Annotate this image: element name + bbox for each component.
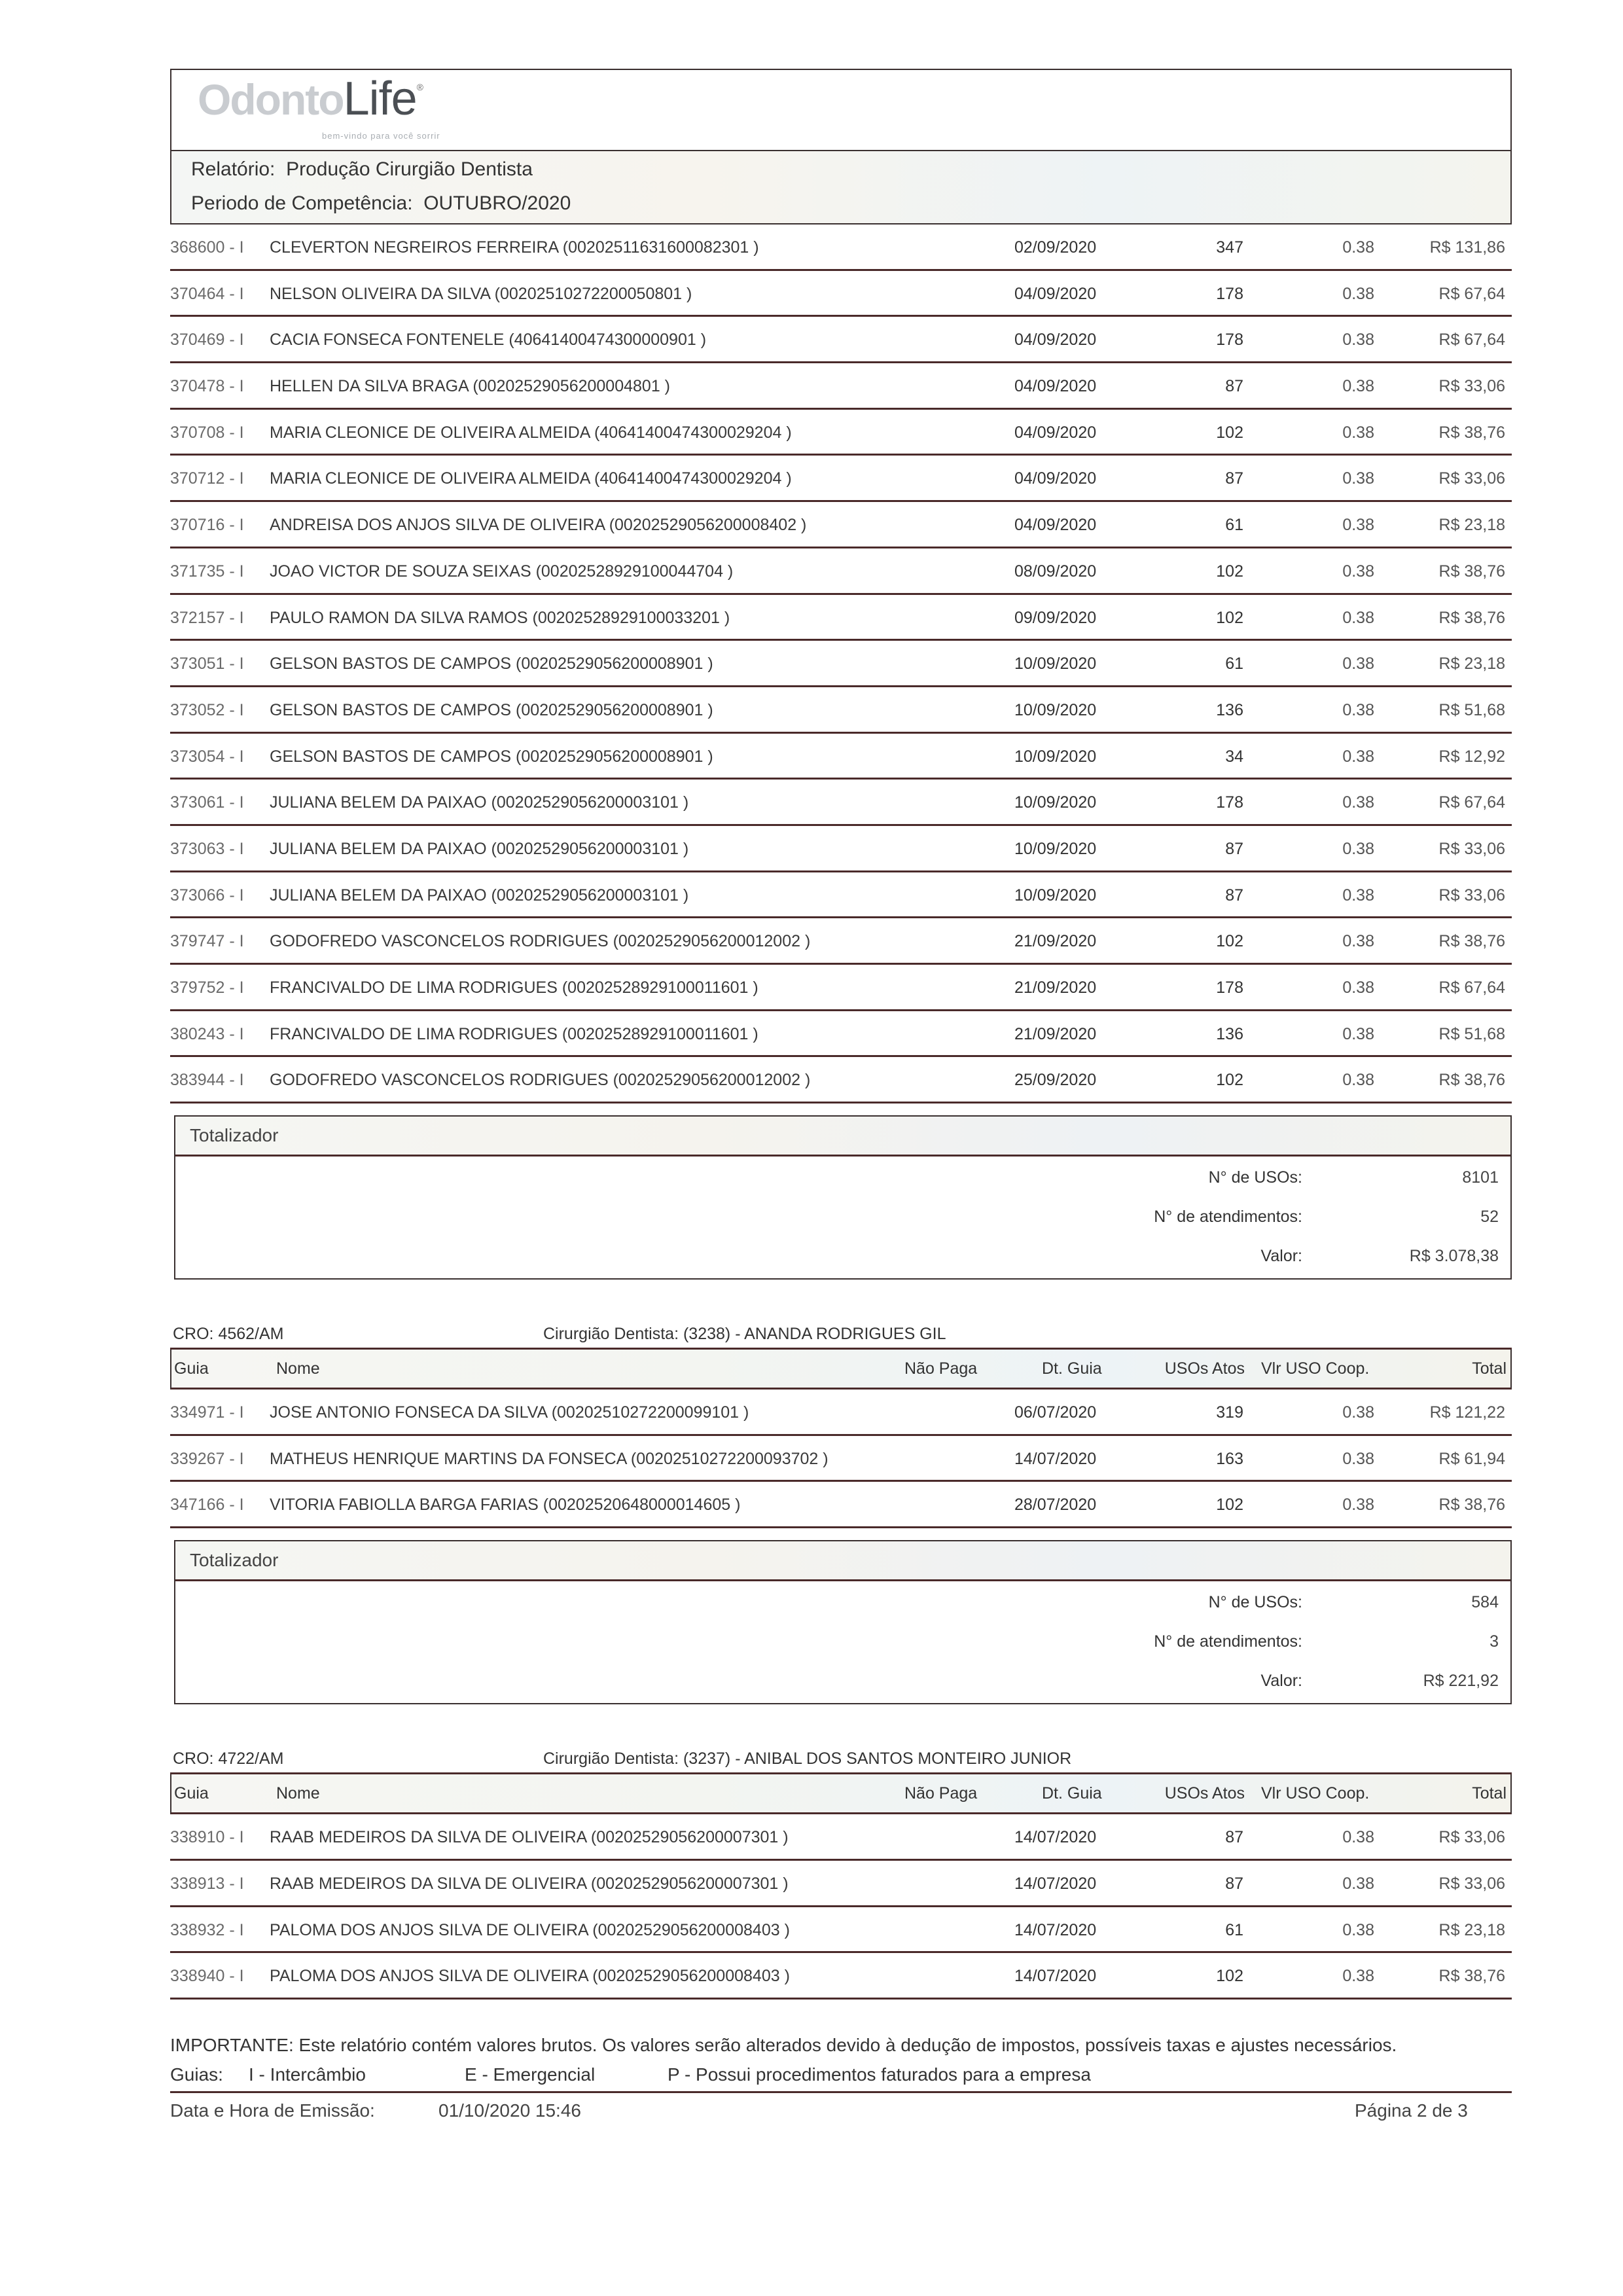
nome-cell: MATHEUS HENRIQUE MARTINS DA FONSECA (00202510272200093702 ) [270,1449,829,1468]
dt-guia-cell: 10/09/2020 [1014,839,1097,858]
table-row [170,780,1512,826]
table-row [170,1907,1512,1954]
col-usos-atos: USOs Atos [1164,1784,1245,1803]
dt-guia-cell: 28/07/2020 [1014,1496,1097,1515]
nome-cell: VITORIA FABIOLLA BARGA FARIAS (00202520648000014605 ) [270,1496,741,1515]
guia-cell: 370716 - I [170,516,244,535]
section2-dentist-line [170,1318,1512,1350]
dt-guia-cell: 04/09/2020 [1014,423,1097,442]
atendimentos-label: N° de atendimentos: [1154,1632,1302,1651]
nome-cell: PALOMA DOS ANJOS SILVA DE OLIVEIRA (00202529056200008403 ) [270,1967,790,1986]
total-cell: R$ 51,68 [1438,1024,1505,1043]
dt-guia-cell: 04/09/2020 [1014,516,1097,535]
table-row [170,734,1512,780]
usos-atos-cell: 102 [1216,608,1243,627]
guia-cell: 338913 - I [170,1874,244,1893]
emission-line [170,2093,1512,2126]
report-label: Relatório: [191,158,276,180]
table-row [170,410,1512,456]
period-label: Periodo de Competência: [191,192,413,214]
nome-cell: PAULO RAMON DA SILVA RAMOS (00202528929100033201 ) [270,608,730,627]
guia-cell: 370469 - I [170,331,244,350]
total-cell: R$ 38,76 [1438,562,1505,581]
nome-cell: GODOFREDO VASCONCELOS RODRIGUES (00202529056200012002 ) [270,1071,811,1090]
period-line [191,192,571,215]
total-cell: R$ 33,06 [1438,377,1505,396]
nome-cell: JOSE ANTONIO FONSECA DA SILVA (00202510272200099101 ) [270,1403,749,1422]
table-row [170,1390,1512,1436]
vlr-uso-cell: 0.38 [1342,608,1374,627]
usos-atos-cell: 347 [1216,238,1243,257]
usos-atos-cell: 87 [1225,377,1243,396]
dt-guia-cell: 14/07/2020 [1014,1874,1097,1893]
table-row [170,456,1512,502]
total-cell: R$ 33,06 [1438,1874,1505,1893]
dentist-name: Cirurgião Dentista: (3238) - ANANDA RODRIGUES GIL [543,1325,946,1344]
nome-cell: PALOMA DOS ANJOS SILVA DE OLIVEIRA (00202529056200008403 ) [270,1920,790,1939]
legend-emergencial: E - Emergencial [465,2064,596,2085]
guia-cell: 379752 - I [170,978,244,997]
guia-cell: 373063 - I [170,839,244,858]
vlr-uso-cell: 0.38 [1342,655,1374,673]
dentist-name: Cirurgião Dentista: (3237) - ANIBAL DOS SANTOS MONTEIRO JUNIOR [543,1749,1072,1768]
total-cell: R$ 38,76 [1438,1071,1505,1090]
nome-cell: JULIANA BELEM DA PAIXAO (00202529056200003101 ) [270,793,689,812]
guia-cell: 380243 - I [170,1024,244,1043]
total-cell: R$ 33,06 [1438,839,1505,858]
section2-column-header [170,1350,1512,1390]
valor-value: R$ 3.078,38 [1409,1247,1499,1266]
nome-cell: MARIA CLEONICE DE OLIVEIRA ALMEIDA (40641400474300029204 ) [270,423,792,442]
totalizer-title: Totalizador [190,1125,279,1146]
nome-cell: RAAB MEDEIROS DA SILVA DE OLIVEIRA (00202529056200007301 ) [270,1874,789,1893]
totalizer-valor [1041,1246,1499,1266]
totalizer-header [175,1541,1510,1581]
guia-cell: 372157 - I [170,608,244,627]
total-cell: R$ 67,64 [1438,978,1505,997]
nome-cell: FRANCIVALDO DE LIMA RODRIGUES (00202528929100011601 ) [270,1024,758,1043]
dt-guia-cell: 10/09/2020 [1014,793,1097,812]
usos-atos-cell: 61 [1225,516,1243,535]
vlr-uso-cell: 0.38 [1342,978,1374,997]
vlr-uso-cell: 0.38 [1342,839,1374,858]
vlr-uso-cell: 0.38 [1342,516,1374,535]
vlr-uso-cell: 0.38 [1342,377,1374,396]
logo-text-main: Odonto [198,75,344,124]
valor-label: Valor: [1260,1247,1302,1266]
report-value: Produção Cirurgião Dentista [286,158,533,180]
total-cell: R$ 33,06 [1438,886,1505,905]
usos-label: N° de USOs: [1208,1168,1302,1187]
usos-atos-cell: 319 [1216,1403,1243,1422]
vlr-uso-cell: 0.38 [1342,1024,1374,1043]
total-cell: R$ 23,18 [1438,655,1505,673]
nome-cell: CACIA FONSECA FONTENELE (40641400474300000901 ) [270,331,707,350]
emission-value: 01/10/2020 15:46 [438,2100,581,2121]
totalizer-usos [1041,1167,1499,1188]
table-row [170,1057,1512,1103]
usos-atos-cell: 102 [1216,1496,1243,1515]
dt-guia-cell: 10/09/2020 [1014,747,1097,766]
usos-atos-cell: 178 [1216,284,1243,303]
guia-cell: 373054 - I [170,747,244,766]
report-page [170,69,1512,2126]
vlr-uso-cell: 0.38 [1342,1828,1374,1847]
odontolife-logo [198,73,423,125]
guias-legend [170,2058,1512,2093]
dt-guia-cell: 14/07/2020 [1014,1967,1097,1986]
registered-mark-icon: ® [416,82,423,92]
cro-number: CRO: 4562/AM [173,1325,284,1344]
dt-guia-cell: 25/09/2020 [1014,1071,1097,1090]
totalizer-header [175,1117,1510,1157]
section2-table [170,1390,1512,1528]
vlr-uso-cell: 0.38 [1342,1403,1374,1422]
table-row [170,271,1512,317]
atendimentos-label: N° de atendimentos: [1154,1208,1302,1227]
guia-cell: 373051 - I [170,655,244,673]
dt-guia-cell: 14/07/2020 [1014,1920,1097,1939]
important-note: IMPORTANTE: Este relatório contém valores brutos. Os valores serão alterados devido à dedução de impostos, possíveis taxas e ajustes necessários. [170,2034,1397,2055]
guia-cell: 338932 - I [170,1920,244,1939]
table-row [170,872,1512,919]
usos-atos-cell: 163 [1216,1449,1243,1468]
totalizer-usos [1041,1592,1499,1613]
col-total: Total [1472,1359,1507,1378]
vlr-uso-cell: 0.38 [1342,793,1374,812]
total-cell: R$ 67,64 [1438,793,1505,812]
col-dt-guia: Dt. Guia [1042,1784,1102,1803]
nome-cell: GELSON BASTOS DE CAMPOS (00202529056200008901 ) [270,747,713,766]
dt-guia-cell: 10/09/2020 [1014,886,1097,905]
usos-atos-cell: 61 [1225,1920,1243,1939]
vlr-uso-cell: 0.38 [1342,1071,1374,1090]
section3-table [170,1814,1512,2000]
period-value: OUTUBRO/2020 [423,192,571,214]
totalizer-atendimentos [1041,1631,1499,1652]
table-row [170,1482,1512,1528]
col-nao-paga: Não Paga [904,1359,978,1378]
total-cell: R$ 12,92 [1438,747,1505,766]
vlr-uso-cell: 0.38 [1342,469,1374,488]
guia-cell: 347166 - I [170,1496,244,1515]
table-row [170,363,1512,410]
logo-tagline: bem-vindo para você sorrir [322,131,440,141]
guia-cell: 370712 - I [170,469,244,488]
table-row [170,918,1512,965]
nome-cell: MARIA CLEONICE DE OLIVEIRA ALMEIDA (40641400474300029204 ) [270,469,792,488]
valor-label: Valor: [1260,1672,1302,1691]
guia-cell: 338940 - I [170,1967,244,1986]
usos-atos-cell: 102 [1216,932,1243,951]
report-header [170,69,1512,150]
guia-cell: 368600 - I [170,238,244,257]
col-vlr-uso: Vlr USO Coop. [1261,1359,1370,1378]
total-cell: R$ 67,64 [1438,331,1505,350]
table-row [170,595,1512,641]
table-row [170,826,1512,872]
report-title-box [170,150,1512,224]
atendimentos-value: 52 [1480,1208,1499,1227]
guia-cell: 370478 - I [170,377,244,396]
dt-guia-cell: 04/09/2020 [1014,377,1097,396]
total-cell: R$ 38,76 [1438,1967,1505,1986]
col-nome: Nome [276,1359,320,1378]
guia-cell: 339267 - I [170,1449,244,1468]
guia-cell: 373061 - I [170,793,244,812]
guia-cell: 370464 - I [170,284,244,303]
guia-cell: 370708 - I [170,423,244,442]
col-nao-paga: Não Paga [904,1784,978,1803]
col-nome: Nome [276,1784,320,1803]
guia-cell: 373052 - I [170,700,244,719]
dt-guia-cell: 10/09/2020 [1014,700,1097,719]
usos-atos-cell: 102 [1216,562,1243,581]
total-cell: R$ 33,06 [1438,469,1505,488]
col-total: Total [1472,1784,1507,1803]
vlr-uso-cell: 0.38 [1342,1920,1374,1939]
vlr-uso-cell: 0.38 [1342,284,1374,303]
col-vlr-uso: Vlr USO Coop. [1261,1784,1370,1803]
col-guia: Guia [174,1784,209,1803]
guia-cell: 338910 - I [170,1828,244,1847]
col-dt-guia: Dt. Guia [1042,1359,1102,1378]
usos-value: 8101 [1462,1168,1499,1187]
usos-label: N° de USOs: [1208,1593,1302,1612]
cro-number: CRO: 4722/AM [173,1749,284,1768]
nome-cell: GELSON BASTOS DE CAMPOS (00202529056200008901 ) [270,655,713,673]
col-guia: Guia [174,1359,209,1378]
table-row [170,502,1512,548]
vlr-uso-cell: 0.38 [1342,331,1374,350]
totalizer-body [175,1581,1510,1703]
table-row [170,687,1512,734]
usos-atos-cell: 87 [1225,1874,1243,1893]
guia-cell: 379747 - I [170,932,244,951]
usos-atos-cell: 61 [1225,655,1243,673]
vlr-uso-cell: 0.38 [1342,1496,1374,1515]
dt-guia-cell: 04/09/2020 [1014,284,1097,303]
nome-cell: NELSON OLIVEIRA DA SILVA (00202510272200050801 ) [270,284,692,303]
vlr-uso-cell: 0.38 [1342,1449,1374,1468]
emission-label: Data e Hora de Emissão: [170,2100,375,2121]
nome-cell: FRANCIVALDO DE LIMA RODRIGUES (00202528929100011601 ) [270,978,758,997]
vlr-uso-cell: 0.38 [1342,1967,1374,1986]
dt-guia-cell: 02/09/2020 [1014,238,1097,257]
totalizer-title: Totalizador [190,1550,279,1571]
dt-guia-cell: 04/09/2020 [1014,331,1097,350]
section3-dentist-line [170,1742,1512,1774]
usos-atos-cell: 178 [1216,978,1243,997]
vlr-uso-cell: 0.38 [1342,747,1374,766]
guias-label: Guias: [170,2064,223,2085]
dt-guia-cell: 21/09/2020 [1014,932,1097,951]
usos-atos-cell: 87 [1225,839,1243,858]
section2-totalizer [174,1540,1512,1704]
logo-text-accent: Life [343,73,417,125]
section3-column-header [170,1774,1512,1814]
total-cell: R$ 121,22 [1429,1403,1505,1422]
usos-atos-cell: 136 [1216,1024,1243,1043]
dt-guia-cell: 21/09/2020 [1014,978,1097,997]
usos-atos-cell: 102 [1216,423,1243,442]
total-cell: R$ 23,18 [1438,516,1505,535]
total-cell: R$ 23,18 [1438,1920,1505,1939]
section1-totalizer [174,1115,1512,1280]
table-row [170,1861,1512,1907]
total-cell: R$ 38,76 [1438,608,1505,627]
dt-guia-cell: 08/09/2020 [1014,562,1097,581]
usos-atos-cell: 178 [1216,331,1243,350]
total-cell: R$ 38,76 [1438,423,1505,442]
guia-cell: 334971 - I [170,1403,244,1422]
page-number: Página 2 de 3 [1355,2100,1468,2121]
nome-cell: JULIANA BELEM DA PAIXAO (00202529056200003101 ) [270,886,689,905]
table-row [170,1953,1512,2000]
dt-guia-cell: 14/07/2020 [1014,1449,1097,1468]
col-usos-atos: USOs Atos [1164,1359,1245,1378]
nome-cell: JOAO VICTOR DE SOUZA SEIXAS (00202528929100044704 ) [270,562,734,581]
vlr-uso-cell: 0.38 [1342,562,1374,581]
vlr-uso-cell: 0.38 [1342,886,1374,905]
total-cell: R$ 38,76 [1438,932,1505,951]
vlr-uso-cell: 0.38 [1342,1874,1374,1893]
nome-cell: RAAB MEDEIROS DA SILVA DE OLIVEIRA (00202529056200007301 ) [270,1828,789,1847]
table-row [170,1011,1512,1058]
table-row [170,1436,1512,1482]
table-row [170,965,1512,1011]
nome-cell: JULIANA BELEM DA PAIXAO (00202529056200003101 ) [270,839,689,858]
table-row [170,224,1512,271]
table-row [170,1814,1512,1861]
usos-atos-cell: 87 [1225,469,1243,488]
dt-guia-cell: 14/07/2020 [1014,1828,1097,1847]
nome-cell: ANDREISA DOS ANJOS SILVA DE OLIVEIRA (00202529056200008402 ) [270,516,807,535]
vlr-uso-cell: 0.38 [1342,423,1374,442]
usos-atos-cell: 87 [1225,1828,1243,1847]
usos-atos-cell: 136 [1216,700,1243,719]
guia-cell: 373066 - I [170,886,244,905]
dt-guia-cell: 06/07/2020 [1014,1403,1097,1422]
nome-cell: GODOFREDO VASCONCELOS RODRIGUES (00202529056200012002 ) [270,932,811,951]
usos-value: 584 [1471,1593,1499,1612]
nome-cell: CLEVERTON NEGREIROS FERREIRA (00202511631600082301 ) [270,238,759,257]
dt-guia-cell: 09/09/2020 [1014,608,1097,627]
totalizer-valor [1041,1670,1499,1691]
vlr-uso-cell: 0.38 [1342,238,1374,257]
table-row [170,548,1512,595]
nome-cell: GELSON BASTOS DE CAMPOS (00202529056200008901 ) [270,700,713,719]
usos-atos-cell: 178 [1216,793,1243,812]
atendimentos-value: 3 [1489,1632,1499,1651]
report-title [191,158,533,181]
usos-atos-cell: 102 [1216,1967,1243,1986]
dt-guia-cell: 21/09/2020 [1014,1024,1097,1043]
vlr-uso-cell: 0.38 [1342,700,1374,719]
guia-cell: 383944 - I [170,1071,244,1090]
nome-cell: HELLEN DA SILVA BRAGA (00202529056200004801 ) [270,377,670,396]
guia-cell: 371735 - I [170,562,244,581]
totalizer-atendimentos [1041,1206,1499,1227]
total-cell: R$ 33,06 [1438,1828,1505,1847]
vlr-uso-cell: 0.38 [1342,932,1374,951]
dt-guia-cell: 10/09/2020 [1014,655,1097,673]
usos-atos-cell: 102 [1216,1071,1243,1090]
table-row [170,317,1512,363]
legend-possui: P - Possui procedimentos faturados para a empresa [668,2064,1091,2085]
total-cell: R$ 131,86 [1429,238,1505,257]
total-cell: R$ 61,94 [1438,1449,1505,1468]
usos-atos-cell: 87 [1225,886,1243,905]
total-cell: R$ 51,68 [1438,700,1505,719]
total-cell: R$ 38,76 [1438,1496,1505,1515]
dt-guia-cell: 04/09/2020 [1014,469,1097,488]
section1-table [170,224,1512,1103]
usos-atos-cell: 34 [1225,747,1243,766]
table-row [170,641,1512,687]
valor-value: R$ 221,92 [1423,1672,1499,1691]
legend-intercambio: I - Intercâmbio [249,2064,366,2085]
total-cell: R$ 67,64 [1438,284,1505,303]
totalizer-body [175,1157,1510,1278]
